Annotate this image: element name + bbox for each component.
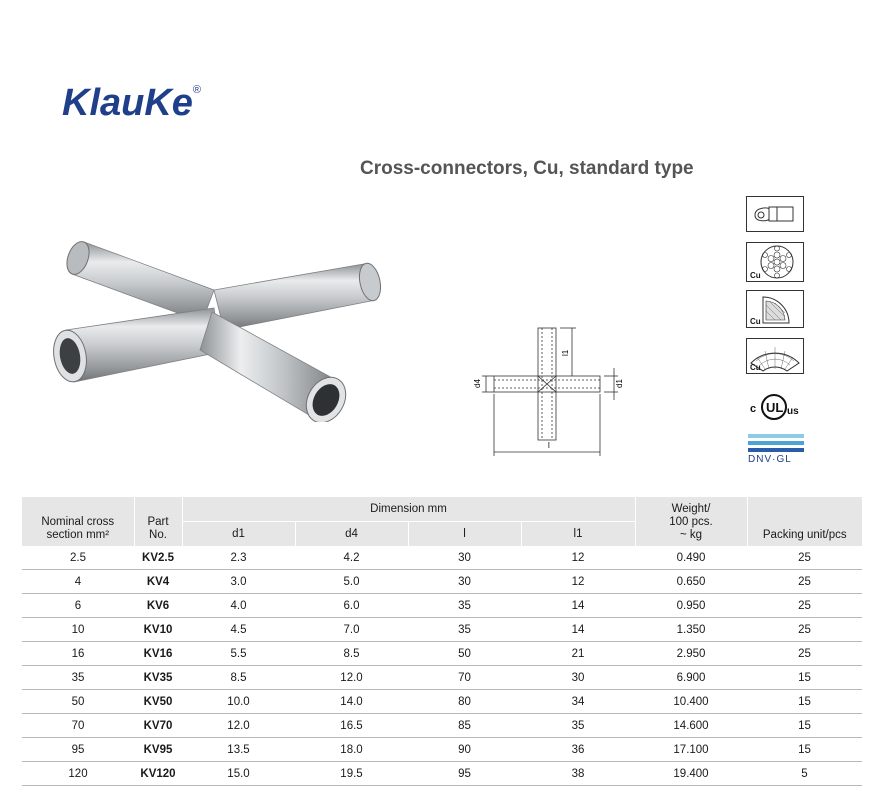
header-dimension: Dimension mm [182, 497, 635, 522]
cell-part: KV35 [134, 666, 182, 690]
cell-l1: 14 [521, 594, 635, 618]
tube-arm-back-right [214, 261, 384, 330]
table-row [22, 594, 862, 618]
cu-label: Cu [750, 271, 761, 280]
cell-d1: 15.0 [182, 762, 295, 786]
cell-d4: 6.0 [295, 594, 408, 618]
cable-lug-icon [746, 196, 804, 232]
cul-us-listed-icon [746, 392, 806, 427]
tube-arm-back-left [63, 239, 214, 322]
cell-d1: 4.0 [182, 594, 295, 618]
cell-part: KV70 [134, 714, 182, 738]
cell-l1: 21 [521, 642, 635, 666]
header-part-no [134, 497, 182, 546]
cell-l: 95 [408, 762, 521, 786]
cell-weight: 14.600 [635, 714, 747, 738]
header-weight-line1: Weight/ [671, 503, 711, 515]
cell-part: KV120 [134, 762, 182, 786]
svg-text:c: c [750, 403, 757, 415]
cell-weight: 19.400 [635, 762, 747, 786]
klauke-logo [62, 82, 201, 125]
table-row [22, 618, 862, 642]
cell-packing: 25 [747, 618, 862, 642]
technical-drawing [468, 324, 628, 469]
cell-section: 6 [22, 594, 134, 618]
header-nominal-section [22, 497, 134, 546]
cell-l1: 30 [521, 666, 635, 690]
header-weight-line3: ~ kg [679, 529, 703, 541]
cell-l1: 12 [521, 546, 635, 570]
cell-weight: 10.400 [635, 690, 747, 714]
label-l: l [548, 441, 550, 450]
cell-weight: 0.950 [635, 594, 747, 618]
table-body [22, 546, 862, 786]
spec-table [22, 497, 862, 786]
cell-l1: 36 [521, 738, 635, 762]
cell-packing: 15 [747, 666, 862, 690]
header-part-line2: No. [149, 529, 167, 541]
product-photo [44, 212, 384, 427]
cell-l: 30 [408, 546, 521, 570]
table-row [22, 762, 862, 786]
cell-section: 4 [22, 570, 134, 594]
cell-d1: 2.3 [182, 546, 295, 570]
header-d4: d4 [295, 522, 408, 547]
cell-packing: 25 [747, 642, 862, 666]
table-row [22, 666, 862, 690]
cell-d4: 18.0 [295, 738, 408, 762]
header-l: l [408, 522, 521, 547]
cu-label: Cu [750, 317, 761, 326]
cell-part: KV10 [134, 618, 182, 642]
cell-l1: 34 [521, 690, 635, 714]
cell-l1: 14 [521, 618, 635, 642]
cell-packing: 15 [747, 690, 862, 714]
cell-d4: 4.2 [295, 546, 408, 570]
cell-part: KV16 [134, 642, 182, 666]
cell-d1: 8.5 [182, 666, 295, 690]
header-d1: d1 [182, 522, 295, 547]
cell-d1: 12.0 [182, 714, 295, 738]
logo-text: KlauKe [62, 82, 193, 124]
dnv-gl-text: DNV·GL [748, 454, 792, 465]
cell-l1: 38 [521, 762, 635, 786]
registered-mark: ® [192, 84, 202, 97]
cell-packing: 25 [747, 594, 862, 618]
table-header-row-1 [22, 497, 862, 522]
cell-l: 35 [408, 594, 521, 618]
cell-d4: 12.0 [295, 666, 408, 690]
cell-packing: 5 [747, 762, 862, 786]
sector-stranded-conductor-icon [746, 338, 804, 374]
table-row [22, 690, 862, 714]
cell-section: 16 [22, 642, 134, 666]
label-l1: l1 [561, 349, 570, 356]
header-packing: Packing unit/pcs [747, 497, 862, 546]
cell-d1: 5.5 [182, 642, 295, 666]
header-weight-line2: 100 pcs. [669, 516, 713, 528]
cell-l: 90 [408, 738, 521, 762]
cell-weight: 17.100 [635, 738, 747, 762]
cell-l1: 35 [521, 714, 635, 738]
cell-packing: 25 [747, 570, 862, 594]
cell-d4: 14.0 [295, 690, 408, 714]
cell-section: 120 [22, 762, 134, 786]
cell-l: 85 [408, 714, 521, 738]
cell-weight: 1.350 [635, 618, 747, 642]
page-title: Cross-connectors, Cu, standard type [360, 158, 694, 179]
cell-section: 70 [22, 714, 134, 738]
cell-section: 95 [22, 738, 134, 762]
cell-section: 2.5 [22, 546, 134, 570]
cell-section: 35 [22, 666, 134, 690]
cell-part: KV6 [134, 594, 182, 618]
cell-d4: 5.0 [295, 570, 408, 594]
cell-part: KV4 [134, 570, 182, 594]
header-nominal-line1: Nominal cross [41, 516, 115, 528]
table-row [22, 642, 862, 666]
tube-arm-front-right [200, 312, 354, 422]
cell-l: 50 [408, 642, 521, 666]
cell-weight: 6.900 [635, 666, 747, 690]
sector-conductor-icon [746, 290, 804, 328]
cell-d1: 4.5 [182, 618, 295, 642]
table-row [22, 738, 862, 762]
cu-label: Cu [750, 363, 761, 372]
cell-part: KV95 [134, 738, 182, 762]
cell-l: 35 [408, 618, 521, 642]
svg-text:us: us [787, 406, 799, 417]
cell-d1: 10.0 [182, 690, 295, 714]
cell-d4: 8.5 [295, 642, 408, 666]
cell-l: 80 [408, 690, 521, 714]
table-row [22, 714, 862, 738]
cell-l: 30 [408, 570, 521, 594]
tube-arm-front-left [50, 308, 220, 384]
cell-l1: 12 [521, 570, 635, 594]
cell-d4: 7.0 [295, 618, 408, 642]
cell-d4: 16.5 [295, 714, 408, 738]
header-l1: l1 [521, 522, 635, 547]
cell-weight: 2.950 [635, 642, 747, 666]
cell-d4: 19.5 [295, 762, 408, 786]
header-weight [635, 497, 747, 546]
cell-weight: 0.650 [635, 570, 747, 594]
cell-weight: 0.490 [635, 546, 747, 570]
stranded-conductor-icon [746, 242, 804, 282]
cell-l: 70 [408, 666, 521, 690]
cell-section: 50 [22, 690, 134, 714]
cell-packing: 15 [747, 714, 862, 738]
header-nominal-line2: section mm² [46, 529, 110, 541]
header-part-line1: Part [147, 516, 169, 528]
cell-packing: 15 [747, 738, 862, 762]
dnv-stripe-dark [748, 448, 804, 452]
cell-part: KV2.5 [134, 546, 182, 570]
dnv-gl-icon [748, 434, 804, 465]
table-row [22, 570, 862, 594]
label-d4: d4 [473, 379, 482, 388]
label-d1: d1 [615, 379, 624, 388]
cell-section: 10 [22, 618, 134, 642]
cell-d1: 3.0 [182, 570, 295, 594]
cell-part: KV50 [134, 690, 182, 714]
svg-text:UL: UL [766, 400, 784, 415]
cell-d1: 13.5 [182, 738, 295, 762]
table-row [22, 546, 862, 570]
cell-packing: 25 [747, 546, 862, 570]
